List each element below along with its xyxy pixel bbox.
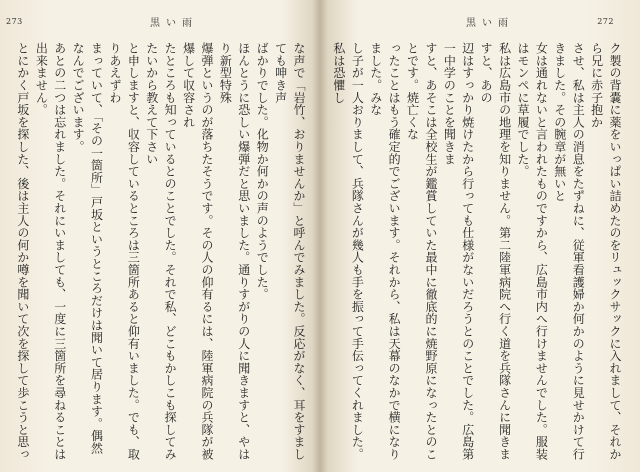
body-text-right	[328, 42, 624, 462]
text-line: あとの二つは忘れました。それにいましても、一度に三箇所を尋ねることは出来ません。	[34, 42, 67, 461]
text-line: し子が一人おりまして、兵隊さんが幾人も手を振って手伝ってくれました。私は恐懼し	[331, 42, 365, 461]
text-line: たところも知っているとのことでした。それで私、どこもかしこも探してみたいから教えて下さい	[144, 42, 178, 461]
left-page	[0, 0, 318, 472]
body-text-left	[12, 42, 308, 462]
text-line: ほんとうに恐しい爆弾だと思いました。通りすがりの人に聞きますと、やはり新型特殊	[218, 42, 251, 461]
text-line: と申しますと、収容しているところは三箇所あると仰有いました。でも、取りあえずわ	[107, 42, 141, 461]
running-title-right: 黒い雨	[466, 18, 514, 29]
text-line: ばかりでした。化物か何かの声のようでした。	[255, 42, 270, 301]
text-line: まっていて、「その一箇所」戸坂というところだけは聞いて居ります。偶然なんでございます。	[71, 42, 104, 455]
running-title-left: 黒い雨	[150, 18, 198, 29]
text-line: すと、あそこは全校生が鑑賞していた最中に徹底的に焼野原になったとのことです。焼亡くな	[405, 42, 438, 461]
text-line: 辺はすっかり焼けたから行っても仕様がないだろうとのことでした。広島第一中学のことを聞きま	[442, 42, 475, 461]
text-line: 爆弾というのが落ちたそうです。その人の仰有るには、陸軍病院の兵隊が被爆して収容され	[181, 42, 214, 461]
text-line: ク製の背嚢に薬をいっぱい詰めたのをリュックサックに入れまして、それから兄に赤子抱か	[589, 42, 622, 461]
text-line: させ、私は主人の消息をたずねに、従軍看護婦か何かのように見せかけて行きました。その腕章が無いと	[552, 42, 586, 461]
text-line: な声で「岩竹、おりませんか」と呼んでみました。反応がなく、耳をすましても呻き声	[273, 42, 306, 461]
text-line: ったことはもう確定的でございます。それから、私は天幕のなかで横になりました。みな	[368, 42, 402, 461]
text-line: 私は広島市の地理を知りません。第二陸軍病院へ行く道を兵隊さんに聞きますと、あの	[479, 42, 512, 461]
text-line: 女は通れないと言われたものですから、広島市内へ行けませんでした。服装はモンペに草履でした。	[515, 42, 549, 461]
page-number-left: 273	[6, 17, 23, 26]
right-page	[322, 0, 640, 472]
text-line	[328, 42, 330, 462]
text-line: とにかく戸坂を探した、後は主人の何か噂を聞いて次を探して歩こうと思っ	[15, 42, 30, 461]
page-number-right: 272	[597, 17, 614, 26]
